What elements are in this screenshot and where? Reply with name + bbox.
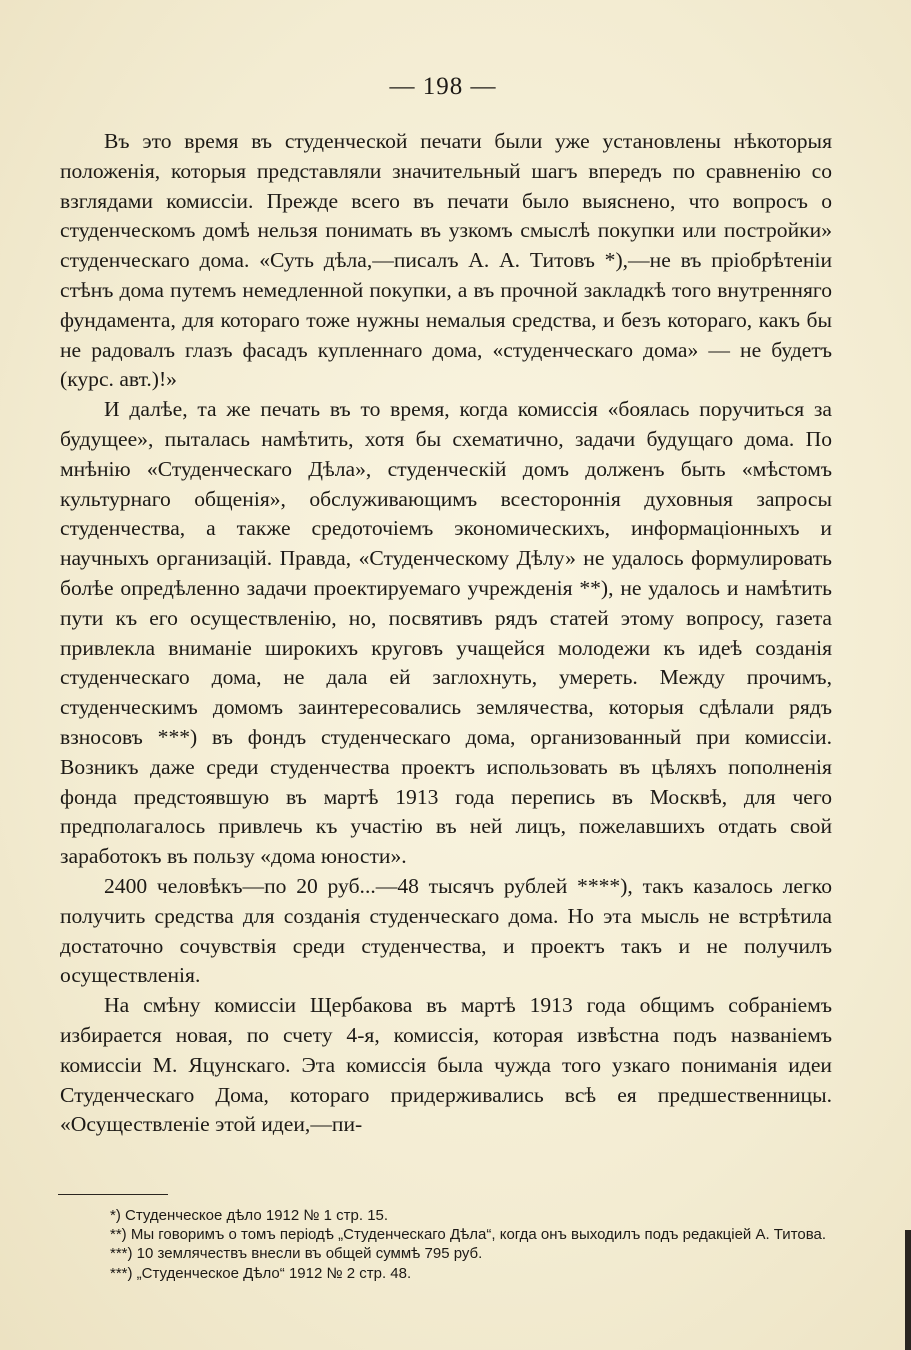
paragraph-3: 2400 человѣкъ—по 20 руб...—48 тысячъ рублей ****), такъ казалось легко получить средства для созданія студенческаго дома. Но эта мысль не встрѣтила достаточно сочувствія среди студенчества, и проектъ такъ и не получилъ осуществленія. [60,873,832,988]
footnote-divider [58,1194,168,1195]
footnote-1: *) Студенческое дѣло 1912 № 1 стр. 15. [110,1207,389,1224]
page-number: — 198 — [389,73,497,100]
paragraph-2: И далѣе, та же печать въ то время, когда комиссія «боялась поручиться за будущее», пыталась намѣтить, хотя бы схематично, задачи будущаго дома. По мнѣнію «Студенческаго Дѣла», студенческій домъ долженъ быть «мѣстомъ культурнаго общенія», обслуживающимъ всестороннія духовныя запросы студенчества, а также средоточіемъ экономическихъ, информаціонныхъ и научныхъ организацій. Правда, «Студенческому Дѣлу» не удалось формулировать болѣе опредѣленно задачи проектируемаго учрежденія **), не удалось и намѣтить пути къ его осуществленію, но, посвятивъ рядъ статей этому вопросу, газета привлекла вниманіе широкихъ круговъ учащейся молодежи къ идеѣ созданія студенческаго дома, не дала ей заглохнуть, умереть. Между прочимъ, студенческимъ домомъ заинтересовались землячества, которыя сдѣлали рядъ взносовъ ***) въ фондъ студенческаго дома, организованный при комиссіи. Возникъ даже среди студенчества проектъ использовать въ цѣляхъ пополненія фонда предстоявшую въ мартѣ 1913 года перепись въ Москвѣ, для чего предполагалось привлечь къ участію въ ней лицъ, пожелавшихъ отдать свой заработокъ въ пользу «дома юности». [60,397,832,869]
paragraph-4: На смѣну комиссіи Щербакова въ мартѣ 1913 года общимъ собраніемъ избирается новая, по счету 4-я, комиссія, которая извѣстна подъ названіемъ комиссіи М. Яцунскаго. Эта комиссія была чужда того узкаго пониманія идеи Студенческаго Дома, котораго придерживались всѣ ея предшественницы. «Осуществленіе этой идеи,—пи- [60,993,832,1137]
page-edge-shadow [905,1230,911,1350]
paragraph-1: Въ это время въ студенческой печати были уже установлены нѣкоторыя положенія, которыя представляли значительный шагъ впередъ по сравненію со взглядами комиссіи. Прежде всего въ печати было выяснено, что вопросъ о студенческомъ домѣ нельзя понимать въ узкомъ смыслѣ покупки или постройки» студенческаго дома. «Суть дѣла,—писалъ А. А. Титовъ *),—не въ пріобрѣтеніи стѣнъ дома путемъ немедленной покупки, а въ прочной закладкѣ того внутренняго фундамента, для котораго тоже нужны немалыя средства, и безъ котораго, какъ бы не радовалъ глазъ фасадъ купленнаго дома, «студенческаго дома» — не будетъ (курс. авт.)!» [60,129,832,392]
footnote-3: ***) 10 землячествъ внесли въ общей суммѣ 795 руб. [110,1245,483,1263]
footnotes [58,1206,834,1283]
footnote-4: ***) „Студенческое Дѣло“ 1912 № 2 стр. 48. [110,1264,412,1282]
footnote-2: **) Мы говоримъ о томъ періодѣ „Студенческаго Дѣла“, когда онъ выходилъ подъ редакціей А. Титова. [110,1226,827,1244]
body-text [60,127,832,1140]
